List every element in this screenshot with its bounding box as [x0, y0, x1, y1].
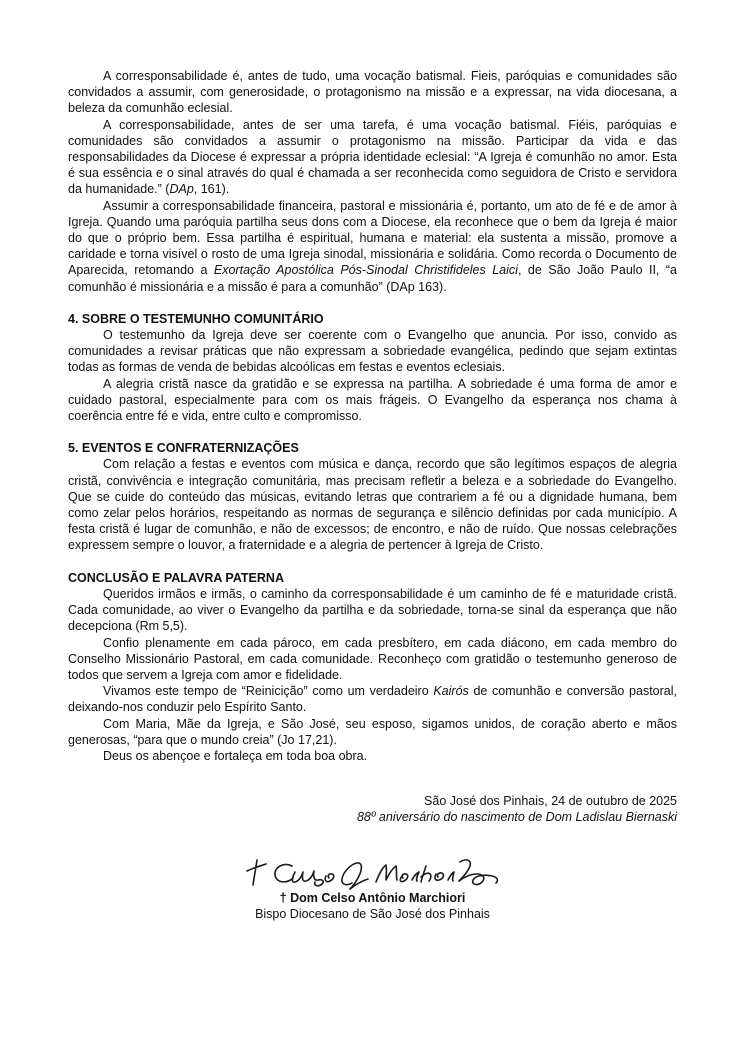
kairos-term: Kairós — [433, 684, 469, 699]
paragraph-text: Assumir a corresponsabilidade financeira, pastoral e missionária é, portanto, um ato de fé e de amor à Igreja. Quando uma paróquia partilha seus dons com a Diocese, ela reconhece que o bem da Igreja é maior do que o próprio bem. Essa partilha é espiritual, humana e material: ela sustenta a missão, promove a caridade e torna visível o rosto de uma Igreja sinodal, missionária e solidária. Como recorda o Documento de Aparecida, retomando a — [68, 198, 677, 278]
paragraph-intro-1: A corresponsabilidade é, antes de tudo, uma vocação batismal. Fieis, paróquias e comunidades são convidados a assumir, com generosidade, o protagonismo na missão e a expressar, na vida diocesana, a beleza da comunhão eclesial. — [68, 69, 677, 116]
section-heading-5: 5. EVENTOS E CONFRATERNIZAÇÕES — [68, 441, 299, 456]
paragraph-text: , de São João Paulo II, “a comunhão é missionária e a missão é para a comunhão” (DAp 163). — [68, 263, 677, 294]
paragraph-text: Vivamos este tempo de “Reinicição” como um verdadeiro — [103, 684, 434, 699]
anniversary-note: 88º aniversário do nascimento de Dom Ladislau Biernaski — [356, 810, 677, 825]
paragraph-text: A corresponsabilidade, antes de ser uma tarefa, é uma vocação batismal. Fiéis, paróquias e comunidades são convidados a assumir o protagonismo na missão. Participar da vida e das responsabilidades da Diocese é expressar a própria identidade eclesial: “A Igreja é comunhão no amor. Esta é sua essência e o sinal através do qual é chamada a ser reconhecida como seguidora de Cristo e servidora da humanidade.” ( — [68, 117, 677, 197]
section-heading-4: 4. SOBRE O TESTEMUNHO COMUNITÁRIO — [68, 311, 324, 326]
paragraph-section4-2: A alegria cristã nasce da gratidão e se expressa na partilha. A sobriedade é uma forma de amor e cuidado pastoral, especialmente para com os mais frágeis. O Evangelho da esperança nos chama à coerência entre fé e vida, entre culto e compromisso. — [68, 376, 677, 424]
citation-abbrev: DAp — [169, 182, 194, 197]
paragraph-text: de comunhão e conversão pastoral, deixando-nos conduzir pelo Espírito Santo. — [68, 684, 677, 715]
paragraph-intro-2 — [68, 117, 677, 198]
paragraph-section4-1: O testemunho da Igreja deve ser coerente com o Evangelho que anuncia. Por isso, convido as comunidades a revisar práticas que não expressam a sobriedade evangélica, pedindo que sejam extintas todas as formas de venda de bebidas alcoólicas em festas e eventos eclesiais. — [68, 328, 677, 375]
paragraph-conclusion-4: Com Maria, Mãe da Igreja, e São José, seu esposo, sigamos unidos, de coração aberto e mãos generosas, “para que o mundo creia” (Jo 17,21). — [68, 716, 677, 747]
signer-title: Bispo Diocesano de São José dos Pinhais — [255, 906, 490, 921]
paragraph-conclusion-1: Queridos irmãos e irmãs, o caminho da corresponsabilidade é um caminho de fé e maturidade cristã. Cada comunidade, ao viver o Evangelho da partilha e da sobriedade, torna-se sinal da esperança que não decepciona (Rm 5,5). — [68, 586, 677, 634]
paragraph-intro-3 — [68, 198, 677, 295]
section-heading-conclusion: CONCLUSÃO E PALAVRA PATERNA — [68, 570, 284, 585]
handwritten-signature-image — [240, 852, 505, 894]
signer-name: † Dom Celso Antônio Marchiori — [279, 890, 466, 905]
paragraph-conclusion-3 — [68, 683, 677, 715]
paragraph-section5-1: Com relação a festas e eventos com música e dança, recordo que são legítimos espaços de alegria cristã, convivência e integração comunitária, mas precisam refletir a beleza e a sobriedade do Evangelho. Que se cuide do conteúdo das músicas, evitando letras que contrariem a fé ou a dignidade humana, bem como zelar pelos horários, respeitando as normas de segurança e silêncio definidas por cada município. A festa cristã é lugar de comunhão, e não de excessos; de encontro, e não de ruído. Que nossas celebrações expressem sempre o louvor, a fraternidade e a alegria de pertencer à Igreja de Cristo. — [68, 457, 677, 553]
dateline — [68, 793, 677, 825]
paragraph-conclusion-2: Confio plenamente em cada pároco, em cada presbítero, em cada diácono, em cada membro do Conselho Missionário Pastoral, em cada comunidade. Reconheço com gratidão o testemunho generoso de todos que servem a Igreja com amor e fidelidade. — [68, 635, 677, 682]
paragraph-conclusion-5: Deus os abençoe e fortaleça em toda boa obra. — [103, 748, 368, 763]
paragraph-text: , 161). — [193, 182, 230, 197]
document-title-reference: Exortação Apostólica Pós-Sinodal Christifideles Laici — [213, 263, 518, 278]
place-and-date: São José dos Pinhais, 24 de outubro de 2025 — [424, 794, 677, 809]
signature-block — [68, 852, 677, 922]
